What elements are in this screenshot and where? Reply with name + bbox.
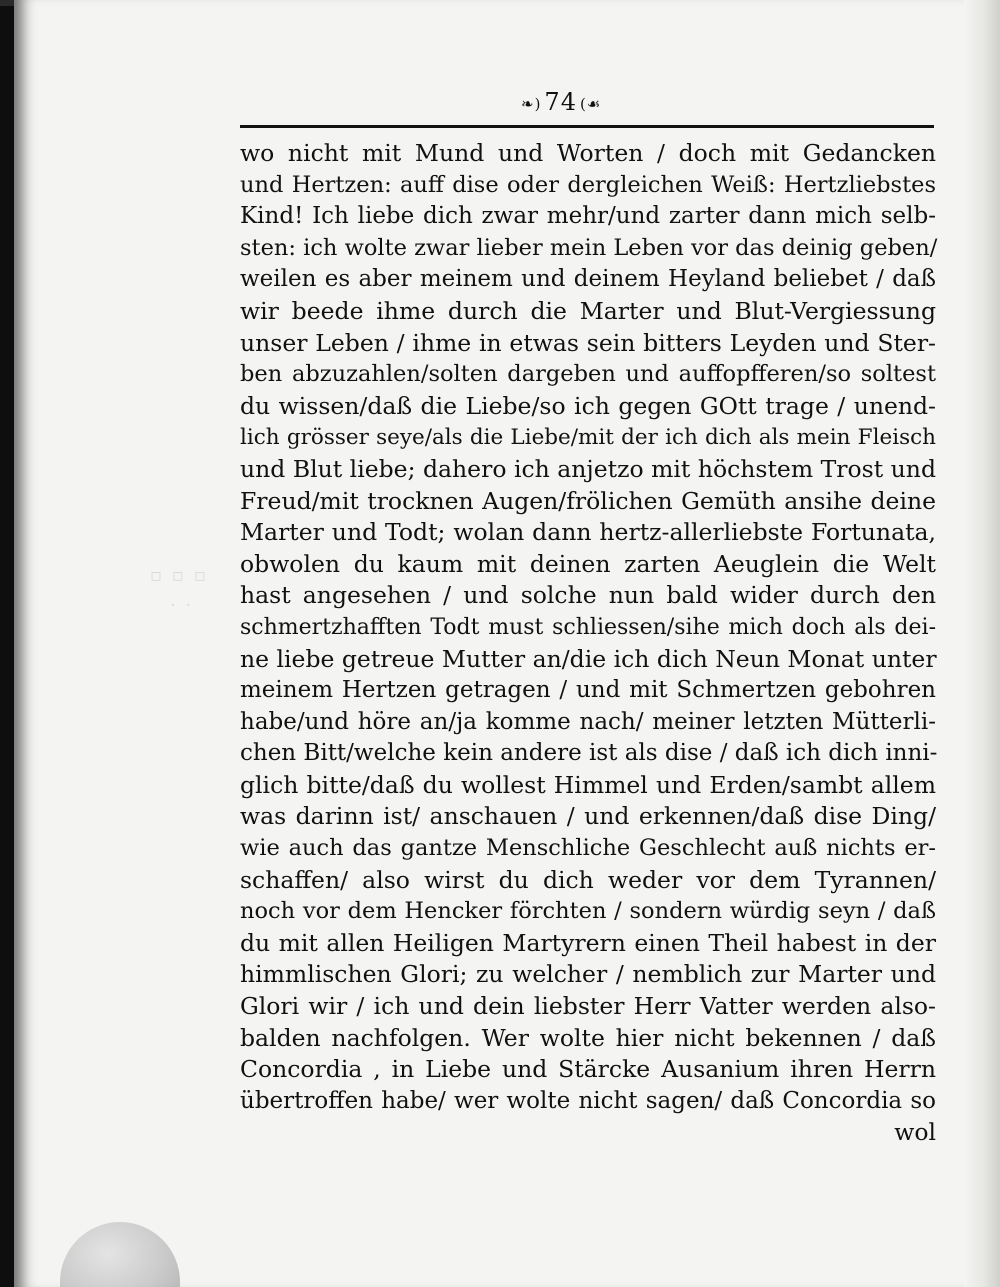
text-line: schmertzhafften Todt must schliessen/sihe mich doch als dei- [240,614,936,640]
text-line: wo nicht mit Mund und Worten / doch mit Gedancken [240,139,936,167]
page-header [518,88,604,116]
text-line: du wissen/daß die Liebe/so ich gegen GOtt trage / unend- [240,391,936,420]
text-line: Glori wir / ich und dein liebster Herr Vatter werden also- [240,992,936,1021]
text-line: Concordia , in Liebe und Stärcke Ausanium ihren Herrn [240,1055,936,1084]
body-text [240,138,936,1149]
text-line: weilen es aber meinem und deinem Heyland beliebet / daß [240,266,936,293]
page-number: 74 [544,88,577,116]
text-line: was darinn ist/ anschauen / und erkennen/daß dise Ding/ [240,802,936,831]
text-line: meinem Hertzen getragen / und mit Schmertzen gebohren [240,677,936,704]
text-line: und Blut liebe; dahero ich anjetzo mit höchstem Trost und [240,454,936,483]
text-line: balden nachfolgen. Wer wolte hier nicht bekennen / daß [240,1023,936,1052]
text-line: du mit allen Heiligen Martyrern einen Theil habest in der [240,928,936,957]
right-ornament-icon: (☙ [579,94,602,113]
page-fore-edge [964,0,1000,1287]
text-line: chen Bitt/welche kein andere ist als dise / daß ich dich inni- [240,740,938,767]
text-line: lich grösser seye/als die Liebe/mit der ich dich als mein Fleisch [240,425,936,451]
text-line: wir beede ihme durch die Marter und Blut-Vergiessung [240,296,936,325]
text-line: Freud/mit trocknen Augen/frölichen Gemüth ansihe deine [240,486,936,515]
catchword: wol [894,1118,936,1147]
text-line: obwolen du kaum mit deinen zarten Aeuglein die Welt [240,549,936,578]
text-line: schaffen/ also wirst du dich weder vor dem Tyrannen/ [240,865,936,894]
left-ornament-icon: ❧) [521,94,542,113]
show-through-mark: · · [170,595,194,616]
text-line: übertroffen habe/ wer wolte nicht sagen/ daß Concordia so [240,1087,936,1114]
text-line: ne liebe getreue Mutter an/die ich dich Neun Monat unter [240,644,937,673]
text-line: unser Leben / ihme in etwas sein bitters Leyden und Ster- [240,328,936,357]
text-line: und Hertzen: auff dise oder dergleichen Weiß: Hertzliebstes [240,171,936,198]
text-line: glich bitte/daß du wollest Himmel und Erden/sambt allem [240,770,936,799]
text-line: habe/und höre an/ja komme nach/ meiner letzten Mütterli- [240,708,936,735]
header-rule [240,125,934,128]
show-through-mark: ▫ ▫ ▫ [150,565,209,586]
text-line: Kind! Ich liebe dich zwar mehr/und zarter dann mich selb- [240,203,936,230]
text-line: Marter und Todt; wolan dann hertz-allerliebste Fortunata, [240,518,936,547]
text-line: ben abzuzahlen/solten dargeben und auffopfferen/so soltest [240,361,936,388]
text-line: sten: ich wolte zwar lieber mein Leben vor das deinig geben/ [240,234,938,261]
text-line: wie auch das gantze Menschliche Geschlecht auß nichts er- [240,835,936,862]
text-line: himmlischen Glori; zu welcher / nemblich zur Marter und [240,960,936,989]
text-line: hast angesehen / und solche nun bald wider durch den [240,581,936,610]
text-line: noch vor dem Hencker förchten / sondern würdig seyn / daß [240,898,936,925]
